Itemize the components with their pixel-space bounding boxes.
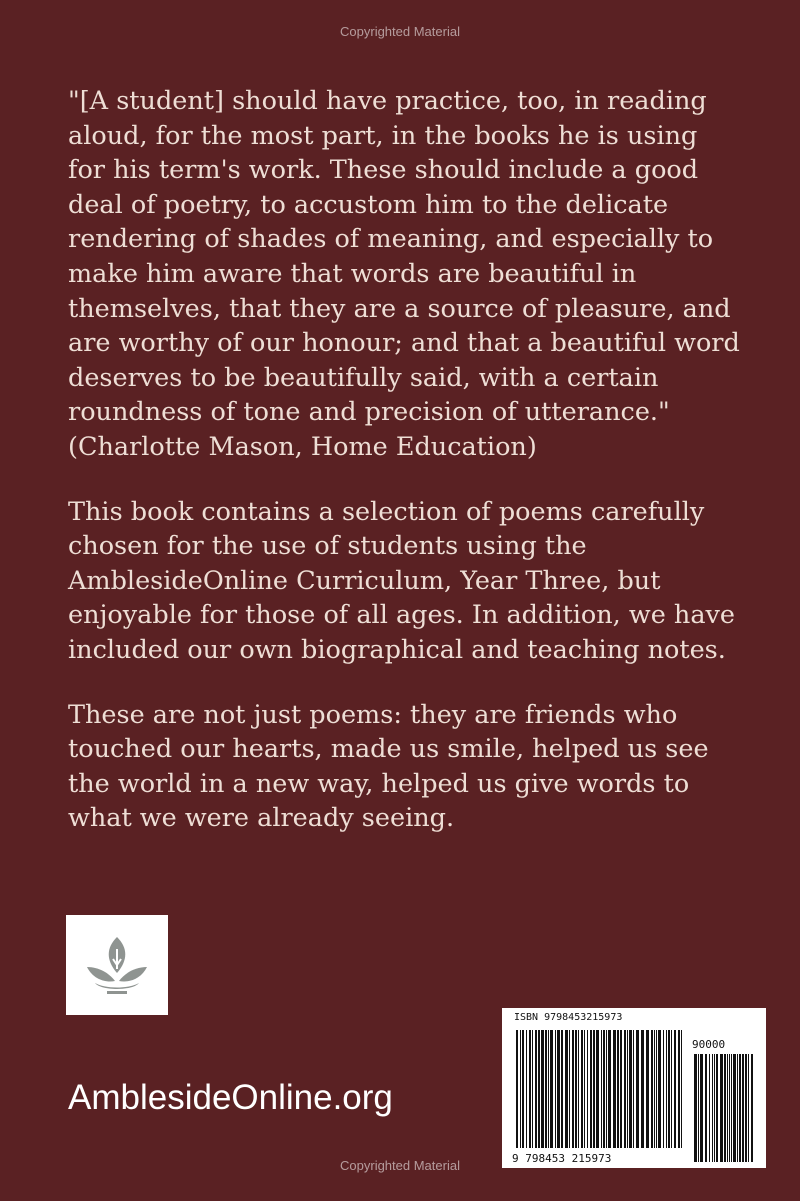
barcode-bar	[620, 1030, 622, 1148]
barcode-bar	[538, 1030, 540, 1148]
addon-bar	[700, 1054, 703, 1162]
addon-bar	[742, 1054, 744, 1162]
barcode-bar	[532, 1030, 533, 1148]
addon-bar	[751, 1054, 753, 1162]
barcode-bar	[545, 1030, 547, 1148]
barcode-bar	[569, 1030, 570, 1148]
barcode-bar	[516, 1030, 518, 1148]
closing-paragraph: These are not just poems: they are friends who touched our hearts, made us smile, helped us see the world in a new way, helped us give words to what we were already seeing.	[68, 699, 709, 834]
barcode-bar	[520, 1030, 521, 1148]
barcode-bar	[606, 1030, 607, 1148]
addon-bar	[748, 1054, 749, 1162]
website-url: AmblesideOnline.org	[68, 1078, 393, 1117]
addon-number: 90000	[692, 1038, 726, 1051]
barcode-bar	[641, 1030, 644, 1148]
barcode-bars	[502, 1008, 766, 1168]
barcode-bar	[593, 1030, 595, 1148]
barcode-bar	[668, 1030, 670, 1148]
barcode-bar	[584, 1030, 585, 1148]
addon-bar	[727, 1054, 728, 1162]
barcode-bar	[572, 1030, 574, 1148]
barcode-bar	[627, 1030, 628, 1148]
barcode-bar	[629, 1030, 632, 1148]
barcode-bar	[603, 1030, 605, 1148]
barcode-bar	[581, 1030, 583, 1148]
barcode-bar	[636, 1030, 639, 1148]
barcode-bar	[654, 1030, 655, 1148]
barcode-bar	[578, 1030, 579, 1148]
barcode-bar	[633, 1030, 634, 1148]
barcode-bar	[565, 1030, 568, 1148]
addon-bar	[733, 1054, 736, 1162]
addon-bar	[694, 1054, 697, 1162]
addon-bar	[729, 1054, 730, 1162]
addon-bar	[745, 1054, 747, 1162]
isbn-barcode	[502, 1008, 766, 1168]
barcode-bar	[587, 1030, 588, 1148]
barcode-bar	[674, 1030, 676, 1148]
addon-bar	[720, 1054, 723, 1162]
quote-paragraph: "[A student] should have practice, too, in reading aloud, for the most part, in the books he is using for his term's work. These should include a good deal of poetry, to accustom him to the delicate rendering of shades of meaning, and especially to make him aware that words are beautiful in themselves, that they are a source of pleasure, and are worthy of our honour; and that a beautiful word deserves to be beautifully said, with a certain roundness of tone and precision of utterance." (Charlotte Mason, Home Education)	[68, 86, 740, 462]
barcode-bar	[613, 1030, 616, 1148]
barcode-bar	[526, 1030, 527, 1148]
barcode-bar	[590, 1030, 592, 1148]
barcode-bar	[617, 1030, 619, 1148]
description-paragraph: This book contains a selection of poems carefully chosen for the use of students using the AmblesideOnline Curriculum, Year Three, but enjoyable for those of all ages. In addition, we have included our own biographical and teaching notes.	[68, 496, 736, 665]
barcode-bar	[646, 1030, 649, 1148]
barcode-bar	[529, 1030, 531, 1148]
addon-bar	[709, 1054, 710, 1162]
barcode-bar	[541, 1030, 544, 1148]
watermark-bottom: Copyrighted Material	[340, 1158, 460, 1173]
barcode-bar	[550, 1030, 553, 1148]
barcode-bar	[624, 1030, 626, 1148]
barcode-bar	[671, 1030, 672, 1148]
addon-bar	[705, 1054, 707, 1162]
addon-bar	[712, 1054, 713, 1162]
lotus-leaf-icon	[77, 925, 157, 1005]
barcode-bar	[678, 1030, 680, 1148]
isbn-label: ISBN 9798453215973	[514, 1012, 623, 1023]
barcode-bar	[522, 1030, 524, 1148]
addon-bar	[698, 1054, 699, 1162]
barcode-bar	[561, 1030, 563, 1148]
addon-bar	[739, 1054, 741, 1162]
barcode-bar	[658, 1030, 661, 1148]
addon-bar	[716, 1054, 718, 1162]
barcode-bar	[555, 1030, 556, 1148]
barcode-bar	[575, 1030, 577, 1148]
barcode-bar	[663, 1030, 664, 1148]
watermark-top: Copyrighted Material	[340, 24, 460, 39]
barcode-bar	[548, 1030, 549, 1148]
barcode-bar	[596, 1030, 599, 1148]
barcode-bar	[666, 1030, 667, 1148]
barcode-bar	[681, 1030, 682, 1148]
barcode-bar	[601, 1030, 602, 1148]
back-cover-blurb	[68, 84, 740, 866]
barcode-bar	[656, 1030, 657, 1148]
addon-bar	[714, 1054, 715, 1162]
barcode-bar	[608, 1030, 611, 1148]
barcode-bar	[651, 1030, 653, 1148]
isbn-digits-text: 9 798453 215973	[512, 1152, 612, 1165]
barcode-bar	[557, 1030, 560, 1148]
addon-bar	[724, 1054, 726, 1162]
addon-bar	[731, 1054, 732, 1162]
addon-bar	[737, 1054, 738, 1162]
barcode-bar	[535, 1030, 537, 1148]
publisher-logo	[66, 915, 168, 1015]
